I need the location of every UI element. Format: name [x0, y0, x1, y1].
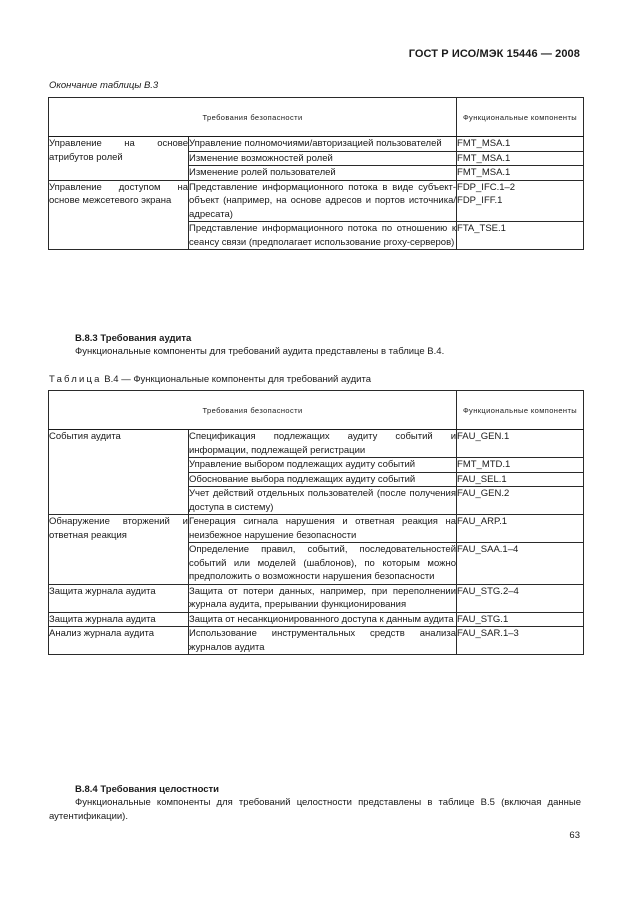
requirement-cell: Обоснование выбора подлежащих аудиту событий: [189, 472, 457, 487]
requirement-cell: Учет действий отдельных пользователей (после получения доступа в систему): [189, 488, 457, 513]
table-row: [49, 584, 584, 612]
component-cell: FMT_MSA.1: [457, 137, 584, 152]
component-cell: FMT_MSA.1: [457, 151, 584, 166]
requirement-cell: Управление выбором подлежащих аудиту событий: [189, 458, 457, 473]
column-header-requirements: Требования безопасности: [49, 98, 457, 137]
requirement-cell: Представление информационного потока по отношению к сеансу связи (предполагает использование proxy-серверов): [189, 223, 457, 248]
row-group-label: Управление на основе атрибутов ролей: [49, 137, 189, 181]
component-cell: FAU_STG.1: [457, 612, 584, 627]
table-row: [49, 627, 584, 655]
section-b84-title: В.8.4 Требования целостности: [75, 784, 220, 795]
component-cell: FDP_IFC.1–2 FDP_IFF.1: [457, 180, 584, 222]
component-cell: FMT_MSA.1: [457, 166, 584, 181]
requirement-cell: Управление полномочиями/авторизацией пользователей: [189, 137, 457, 152]
table-row: [49, 612, 584, 627]
table-b4-caption-title: В.4 — Функциональные компоненты для требований аудита: [101, 374, 371, 385]
column-header-components: Функциональные компоненты: [457, 98, 584, 137]
requirement-cell: Изменение ролей пользователей: [189, 166, 457, 181]
row-group-label: Управление доступом на основе межсетевого экрана: [49, 180, 189, 250]
requirement-cell: Защита от несанкционированного доступа к данным аудита: [189, 612, 457, 627]
requirement-cell: Изменение возможностей ролей: [189, 151, 457, 166]
table-b3-caption: Окончание таблицы В.3: [49, 80, 159, 91]
requirement-cell: Использование инструментальных средств анализа журналов аудита: [189, 628, 457, 653]
requirement-cell: Представление информационного потока в виде субъект-объект (например, на основе адресов и портов источника/адресата): [189, 181, 457, 220]
table-row: [49, 180, 584, 222]
page-number: 63: [569, 830, 580, 841]
section-b83-text: Функциональные компоненты для требований аудита представлены в таблице В.4.: [75, 346, 445, 357]
requirement-cell: Защита от потери данных, например, при переполнении журнала аудита, прерывании функционирования: [189, 585, 457, 610]
column-header-components: Функциональные компоненты: [457, 391, 584, 430]
component-cell: FTA_TSE.1: [457, 222, 584, 250]
component-cell: FAU_ARP.1: [457, 515, 584, 543]
component-cell: FMT_MTD.1: [457, 458, 584, 473]
table-row: [49, 137, 584, 152]
table-b3-header-row: [49, 98, 584, 137]
table-b3: [48, 97, 584, 250]
row-group-label: Обнаружение вторжений и ответная реакция: [49, 515, 189, 585]
column-header-requirements: Требования безопасности: [49, 391, 457, 430]
table-row: [49, 430, 584, 458]
component-cell: FAU_STG.2–4: [457, 584, 584, 612]
table-b4-header-row: [49, 391, 584, 430]
row-group-label: Защита журнала аудита: [49, 584, 189, 612]
component-cell: FAU_SEL.1: [457, 472, 584, 487]
component-cell: FAU_GEN.1: [457, 430, 584, 458]
component-cell: FAU_SAA.1–4: [457, 543, 584, 585]
component-cell: FAU_GEN.2: [457, 487, 584, 515]
component-cell: FAU_SAR.1–3: [457, 627, 584, 655]
requirement-cell: Определение правил, событий, последовательностей событий или моделей (шаблонов), по которым можно предположить о возможности нарушения безопасности: [189, 544, 457, 582]
section-b83-title: В.8.3 Требования аудита: [75, 333, 192, 344]
requirement-cell: Генерация сигнала нарушения и ответная реакция на неизбежное нарушение безопасности: [189, 516, 457, 541]
table-b4: [48, 390, 584, 655]
table-b4-caption: [49, 374, 371, 385]
section-b84-text: Функциональные компоненты для требований целостности представлены в таблице В.5 (включая данные аутентификации).: [49, 797, 581, 822]
table-b4-caption-prefix: Таблица: [49, 374, 102, 385]
standard-code-header: ГОСТ Р ИСО/МЭК 15446 — 2008: [408, 48, 580, 60]
row-group-label: Анализ журнала аудита: [49, 627, 189, 655]
row-group-label: Защита журнала аудита: [49, 612, 189, 627]
table-row: [49, 515, 584, 543]
row-group-label: События аудита: [49, 430, 189, 515]
requirement-cell: Спецификация подлежащих аудиту событий и информации, подлежащей регистрации: [189, 431, 457, 456]
